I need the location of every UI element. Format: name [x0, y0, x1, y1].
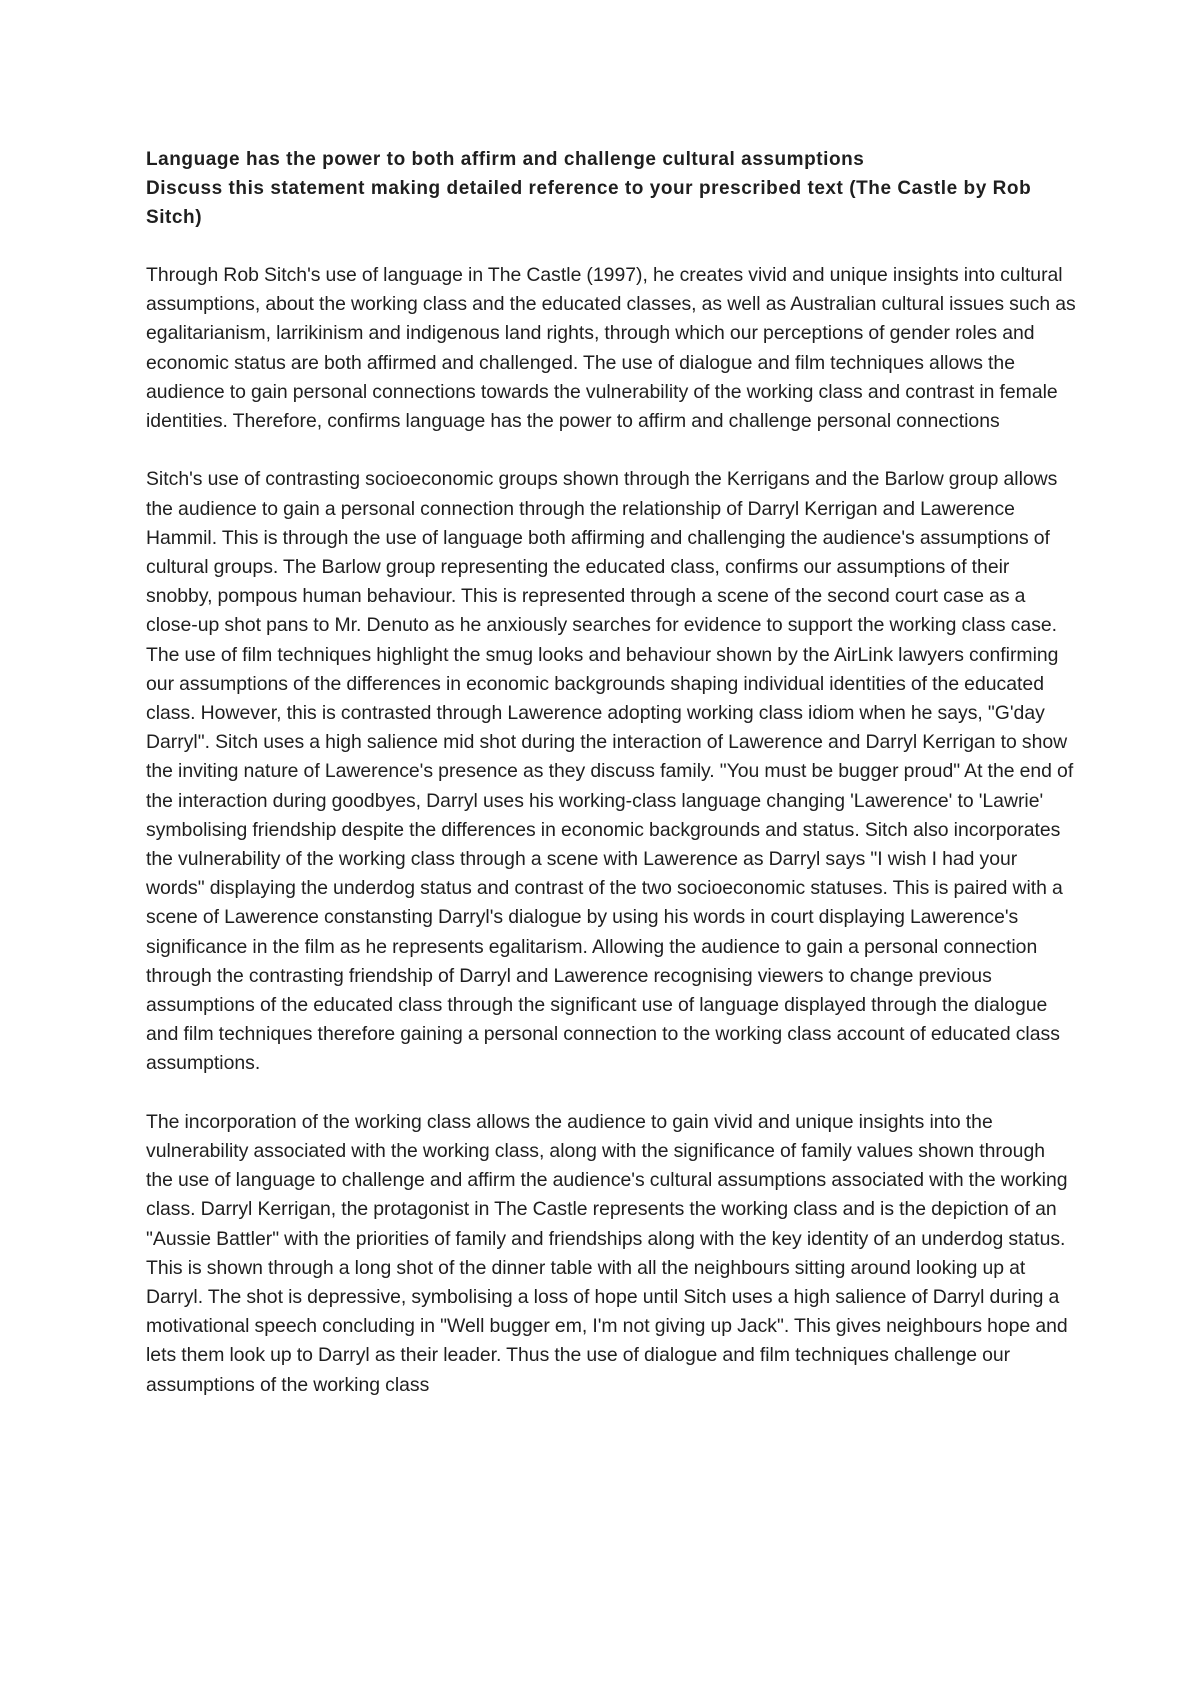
essay-question-prompt: Discuss this statement making detailed reference to your prescribed text (The Castle by Rob Sitch): [146, 178, 1032, 228]
essay-question-title: Language has the power to both affirm and challenge cultural assumptions: [146, 149, 865, 170]
paragraph-body-2: The incorporation of the working class allows the audience to gain vivid and unique insights into the vulnerability associated with the working class, along with the significance of family values shown through the use of language to challenge and affirm the audience's cultural assumptions associated with the working class. Darryl Kerrigan, the protagonist in The Castle represents the working class and is the depiction of an "Aussie Battler" with the priorities of family and friendships along with the key identity of an underdog status. This is shown through a long shot of the dinner table with all the neighbours sitting around looking up at Darryl. The shot is depressive, symbolising a loss of hope until Sitch uses a high salience of Darryl during a motivational speech concluding in "Well bugger em, I'm not giving up Jack". This gives neighbours hope and lets them look up to Darryl as their leader. Thus the use of dialogue and film techniques challenge our assumptions of the working class: [146, 1110, 1068, 1396]
paragraph-introduction: Through Rob Sitch's use of language in The Castle (1997), he creates vivid and unique insights into cultural assumptions, about the working class and the educated classes, as well as Australian cultural issues such as egalitarianism, larrikinism and indigenous land rights, through which our perceptions of gender roles and economic status are both affirmed and challenged. The use of dialogue and film techniques allows the audience to gain personal connections towards the vulnerability of the working class and contrast in female identities. Therefore, confirms language has the power to affirm and challenge personal connections: [146, 264, 1076, 433]
document-page: [146, 145, 1076, 1429]
paragraph-body-1: Sitch's use of contrasting socioeconomic groups shown through the Kerrigans and the Barlow group allows the audience to gain a personal connection through the relationship of Darryl Kerrigan and Lawerence Hammil. This is through the use of language both affirming and challenging the audience's assumptions of cultural groups. The Barlow group representing the educated class, confirms our assumptions of their snobby, pompous human behaviour. This is represented through a scene of the second court case as a close-up shot pans to Mr. Denuto as he anxiously searches for evidence to support the working class case. The use of film techniques highlight the smug looks and behaviour shown by the AirLink lawyers confirming our assumptions of the differences in economic backgrounds shaping individual identities of the educated class. However, this is contrasted through Lawerence adopting working class idiom when he says, "G'day Darryl". Sitch uses a high salience mid shot during the interaction of Lawerence and Darryl Kerrigan to show the inviting nature of Lawerence's presence as they discuss family. "You must be bugger proud" At the end of the interaction during goodbyes, Darryl uses his working-class language changing 'Lawerence' to 'Lawrie' symbolising friendship despite the differences in economic backgrounds and status. Sitch also incorporates the vulnerability of the working class through a scene with Lawerence as Darryl says "I wish I had your words" displaying the underdog status and contrast of the two socioeconomic statuses. This is paired with a scene of Lawerence constansting Darryl's dialogue by using his words in court displaying Lawerence's significance in the film as he represents egalitarism. Allowing the audience to gain a personal connection through the contrasting friendship of Darryl and Lawerence recognising viewers to change previous assumptions of the educated class through the significant use of language displayed through the dialogue and film techniques therefore gaining a personal connection to the working class account of educated class assumptions.: [146, 468, 1074, 1075]
document-title: [146, 145, 1076, 232]
